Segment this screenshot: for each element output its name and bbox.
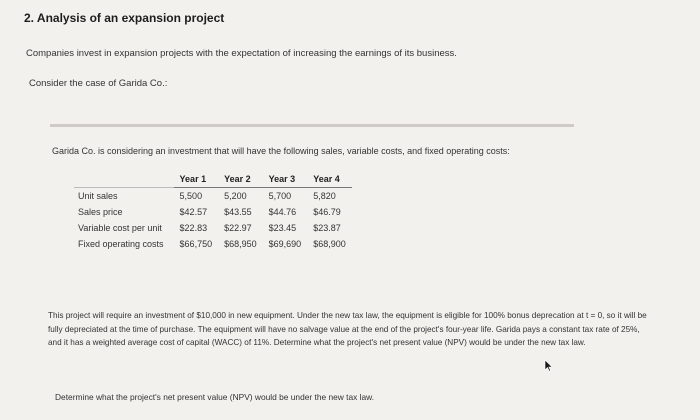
table-cell: $43.55 [224,207,252,217]
row-label: Variable cost per unit [78,223,162,233]
table-cell: 5,700 [263,188,308,205]
table-cell: $22.97 [224,223,252,233]
row-label: Sales price [78,207,123,217]
cost-table [74,172,352,252]
scenario-text: Garida Co. is considering an investment that will have the following sales, variable costs, and fixed operating costs: [52,146,510,156]
header-year-1: Year 1 [174,172,219,188]
row-label: Fixed operating costs [78,239,164,249]
question-prompt: Determine what the project's net present value (NPV) would be under the new tax law. [55,392,375,402]
table-cell: $23.87 [313,223,341,233]
table-cell: $44.76 [268,207,297,217]
consider-text: Consider the case of Garida Co.: [29,78,168,89]
intro-text: Companies invest in expansion projects with the expectation of increasing the earnings of its business. [26,48,457,59]
table-cell: $42.57 [179,207,208,217]
table-row [74,220,352,236]
table-row [74,236,352,252]
table-cell: $46.79 [313,207,341,217]
table-cell: $22.83 [179,223,208,233]
table-cell: 5,200 [218,188,263,205]
mouse-pointer-icon [544,359,553,377]
page-title: 2. Analysis of an expansion project [24,11,225,25]
table-row [74,204,352,220]
section-divider [50,124,574,127]
table-header-row [74,172,352,188]
table-cell: $68,950 [224,239,257,249]
table-row [74,188,352,205]
project-description: This project will require an investment of $10,000 in new equipment. Under the new tax law, the equipment is eligible for 100% bonus deprecation at t = 0, so it will be fully depreciated at the time of purchase. The equipment will have no salvage value at the end of the project's four-year life. Garida pays a constant tax rate of 25%, and it has a weighted average cost of capital (WACC) of 11%. Determine what the project's net present value (NPV) would be under the new tax law. [48,311,647,348]
header-year-3: Year 3 [263,172,308,188]
header-year-4: Year 4 [307,172,352,188]
header-year-2: Year 2 [218,172,263,188]
table-cell: $68,900 [313,239,346,249]
table-cell: 5,500 [174,188,219,205]
row-label: Unit sales [74,188,174,205]
table-corner [74,172,174,188]
table-cell: 5,820 [307,188,352,205]
table-cell: $66,750 [179,239,213,249]
table-cell: $23.45 [268,223,297,233]
table-cell: $69,690 [268,239,302,249]
